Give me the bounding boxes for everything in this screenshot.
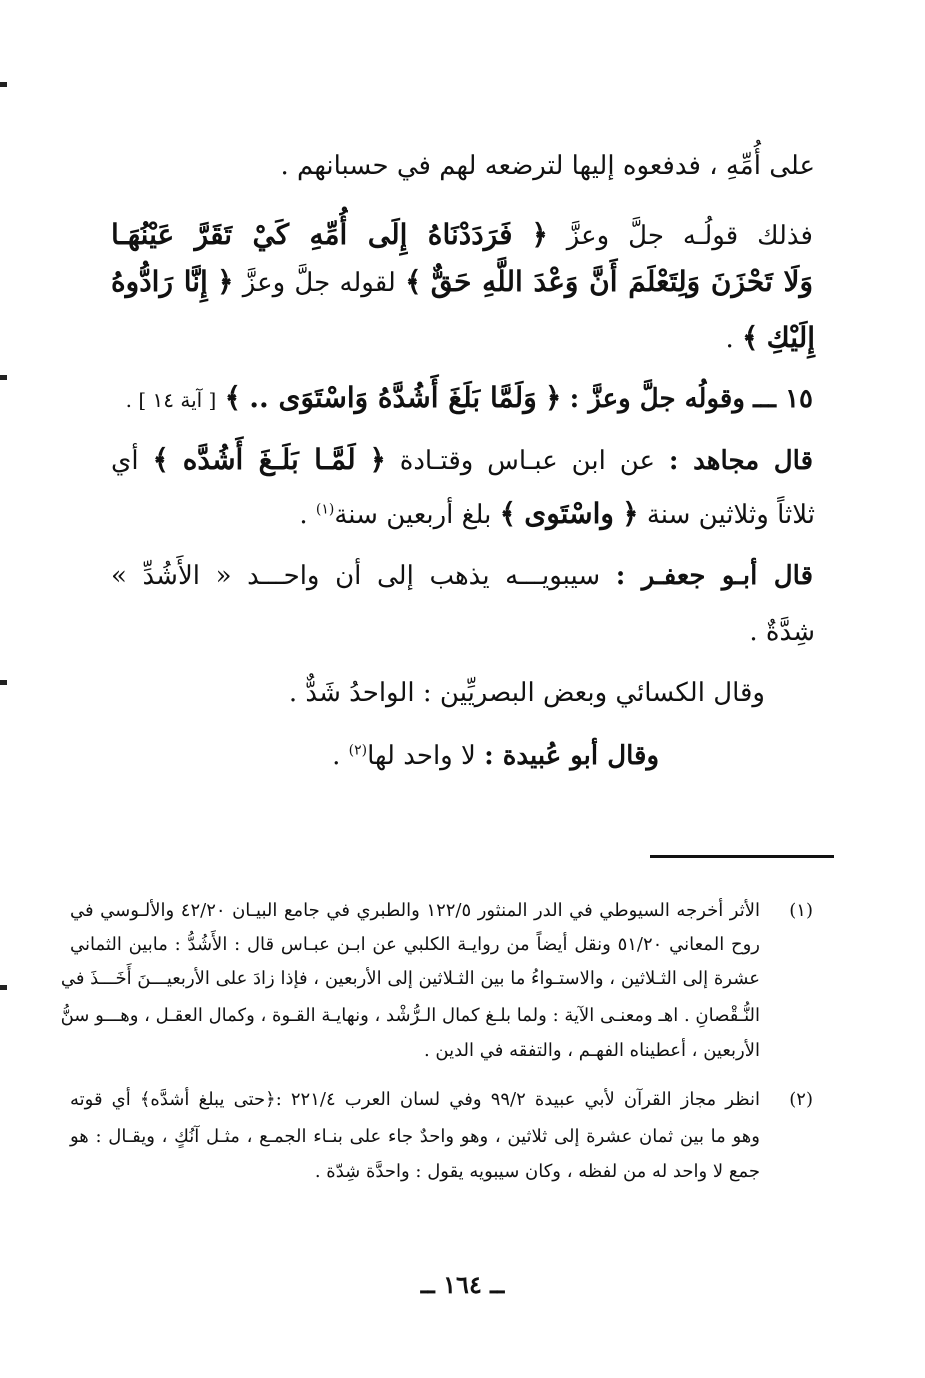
footnote-ref-1: (١): [315, 501, 335, 518]
quran-verse: لَمَّـا بَلَـغَ أَشُدَّه: [182, 443, 356, 476]
quran-bracket-close: ﴾: [741, 321, 759, 354]
body-line-1: على أُمِّهِ ، فدفعوه إليها لترضعه لهم في حسبانهم .: [280, 151, 815, 181]
quran-bracket-close: ﴾: [405, 265, 422, 298]
footnote-1-line: عشرة إلى الثـلاثين ، والاستـواءُ ما بين الثـلاثين إلى الأربعين ، فإذا زادَ على الأربعيـــنَ أَخَـــذَ في: [60, 968, 760, 989]
quran-verse: وَلَا تَحْزَنَ وَلِتَعْلَمَ أَنَّ وَعْدَ اللَّهِ حَقٌّ: [430, 265, 814, 298]
speaker-abu-ubayda: وقال أبو عُبيدة :: [484, 741, 659, 771]
quran-bracket-close: ﴾: [224, 381, 242, 414]
footnote-2-line: وهو ما بين ثمان عشرة إلى ثلاثين ، وهو واحدٌ جاء على بنـاء الجمـع ، مثـل آنُكٍ ، ويقـال : هو: [70, 1126, 760, 1147]
body-line-8: قال أبـو جعفـر : سيبويـــه يذهب إلى أن واحـــد « الأَشُدِّ »: [111, 561, 814, 591]
body-line-9: شِدَّةٌ .: [749, 617, 815, 647]
quran-verse: واسْتَوى: [524, 497, 614, 530]
footnote-2-line: انظر مجاز القرآن لأبي عبيدة ٩٩/٢ وفي لسان العرب ٢٢١/٤ :﴿حتى يبلغ أشدَّه﴾ أي قوته: [70, 1089, 760, 1110]
footnote-ref-2: (٢): [348, 742, 368, 759]
quran-bracket-close: ﴾: [499, 497, 517, 530]
body-line-3: وَلَا تَحْزَنَ وَلِتَعْلَمَ أَنَّ وَعْدَ اللَّهِ حَقٌّ ﴾ لقوله جلَّ وعزَّ ﴿ إِنَّا رَادُّوهُ: [111, 265, 814, 298]
footnote-1-line: الأربعين ، أعطيناه الفهـم ، والتفقه في الدين .: [423, 1040, 760, 1061]
verse-number: ١٥ ـــ: [753, 384, 813, 414]
scan-edge-mark: [0, 985, 7, 990]
footnote-1-line: الأثر أخرجه السيوطي في الدر المنثور ١٢٢/٥ والطبري في جامع البيـان ٤٢/٢٠ والألـوسي في: [70, 900, 761, 921]
quran-verse: وَلَمَّا بَلَغَ أَشُدَّهُ وَاسْتَوَى ..: [249, 381, 537, 414]
quran-bracket-open: ﴿: [622, 497, 639, 530]
quran-bracket-open: ﴿: [217, 265, 234, 298]
body-line-6: قال مجاهد : عن ابن عبـاس وقتـادة ﴿ لَمَّـا بَلَـغَ أَشُدَّه ﴾ أي: [111, 443, 814, 476]
body-line-10: وقال الكسائي وبعض البصريِّين : الواحدُ شَدٌّ .: [288, 678, 765, 708]
footnote-1-line: روح المعاني ٥١/٢٠ ونقل أيضاً من روايـة الكلبي عن ابـن عبـاس قال : الأَشُدُّ : مابين الثماني: [70, 934, 760, 955]
body-line-11: وقال أبو عُبيدة : لا واحد لها$^{(٢)}$ .: [332, 741, 659, 771]
quran-bracket-open: ﴿: [369, 443, 386, 476]
quran-bracket-open: ﴿: [531, 218, 548, 251]
speaker-mujahid: قال مجاهد :: [668, 446, 814, 476]
scan-edge-mark: [0, 375, 7, 380]
body-line-2: فذلك قولُـه جلَّ وعزَّ ﴿ فَرَدَدْنَاهُ إِلَى أُمِّهِ كَيْ تَقَرَّ عَيْنُهَـا: [111, 218, 813, 251]
quran-verse: إِلَيْكِ: [766, 321, 815, 354]
body-line-4: إِلَيْكِ ﴾ .: [725, 321, 815, 354]
page-number: ــ ١٦٤ ــ: [420, 1270, 505, 1299]
footnote-1-number: (١): [789, 900, 813, 921]
speaker-abu-jafar: قال أبـو جعفـر :: [615, 561, 814, 591]
quran-verse: إِنَّا رَادُّوهُ: [111, 265, 208, 298]
footnote-1-line: النُّـقْصانِ . اهـ ومعنـى الآية : ولما بلـغ كمال الـرُّشْد ، ونهايـة القـوة ، وكمال العقـل ، وهـــو سنُّ: [60, 1005, 760, 1026]
quran-bracket-close: ﴾: [152, 443, 169, 476]
footnote-2-line: جمع لا واحد له من لفظه ، وكان سيبويه يقول : واحدَّة شِدّة .: [314, 1161, 760, 1182]
footnote-2-number: (٢): [789, 1089, 813, 1110]
quran-verse: فَرَدَدْنَاهُ إِلَى أُمِّهِ كَيْ تَقَرَّ عَيْنُهَـا: [111, 218, 513, 251]
verse-reference: [ آية ١٤ ] .: [125, 388, 217, 412]
scan-edge-mark: [0, 680, 7, 685]
body-line-7: ثلاثاً وثلاثين سنة ﴿ واسْتَوى ﴾ بلغ أربعين سنة$^{(١)}$ .: [299, 497, 815, 530]
verse-heading-15: ١٥ ـــ وقولُه جلَّ وعزَّ : ﴿ وَلَمَّا بَلَغَ أَشُدَّهُ وَاسْتَوَى .. ﴾ [ آية ١٤ ] .: [125, 381, 813, 414]
quran-bracket-open: ﴿: [545, 381, 562, 414]
footnote-separator: [650, 855, 834, 858]
scan-edge-mark: [0, 82, 7, 87]
